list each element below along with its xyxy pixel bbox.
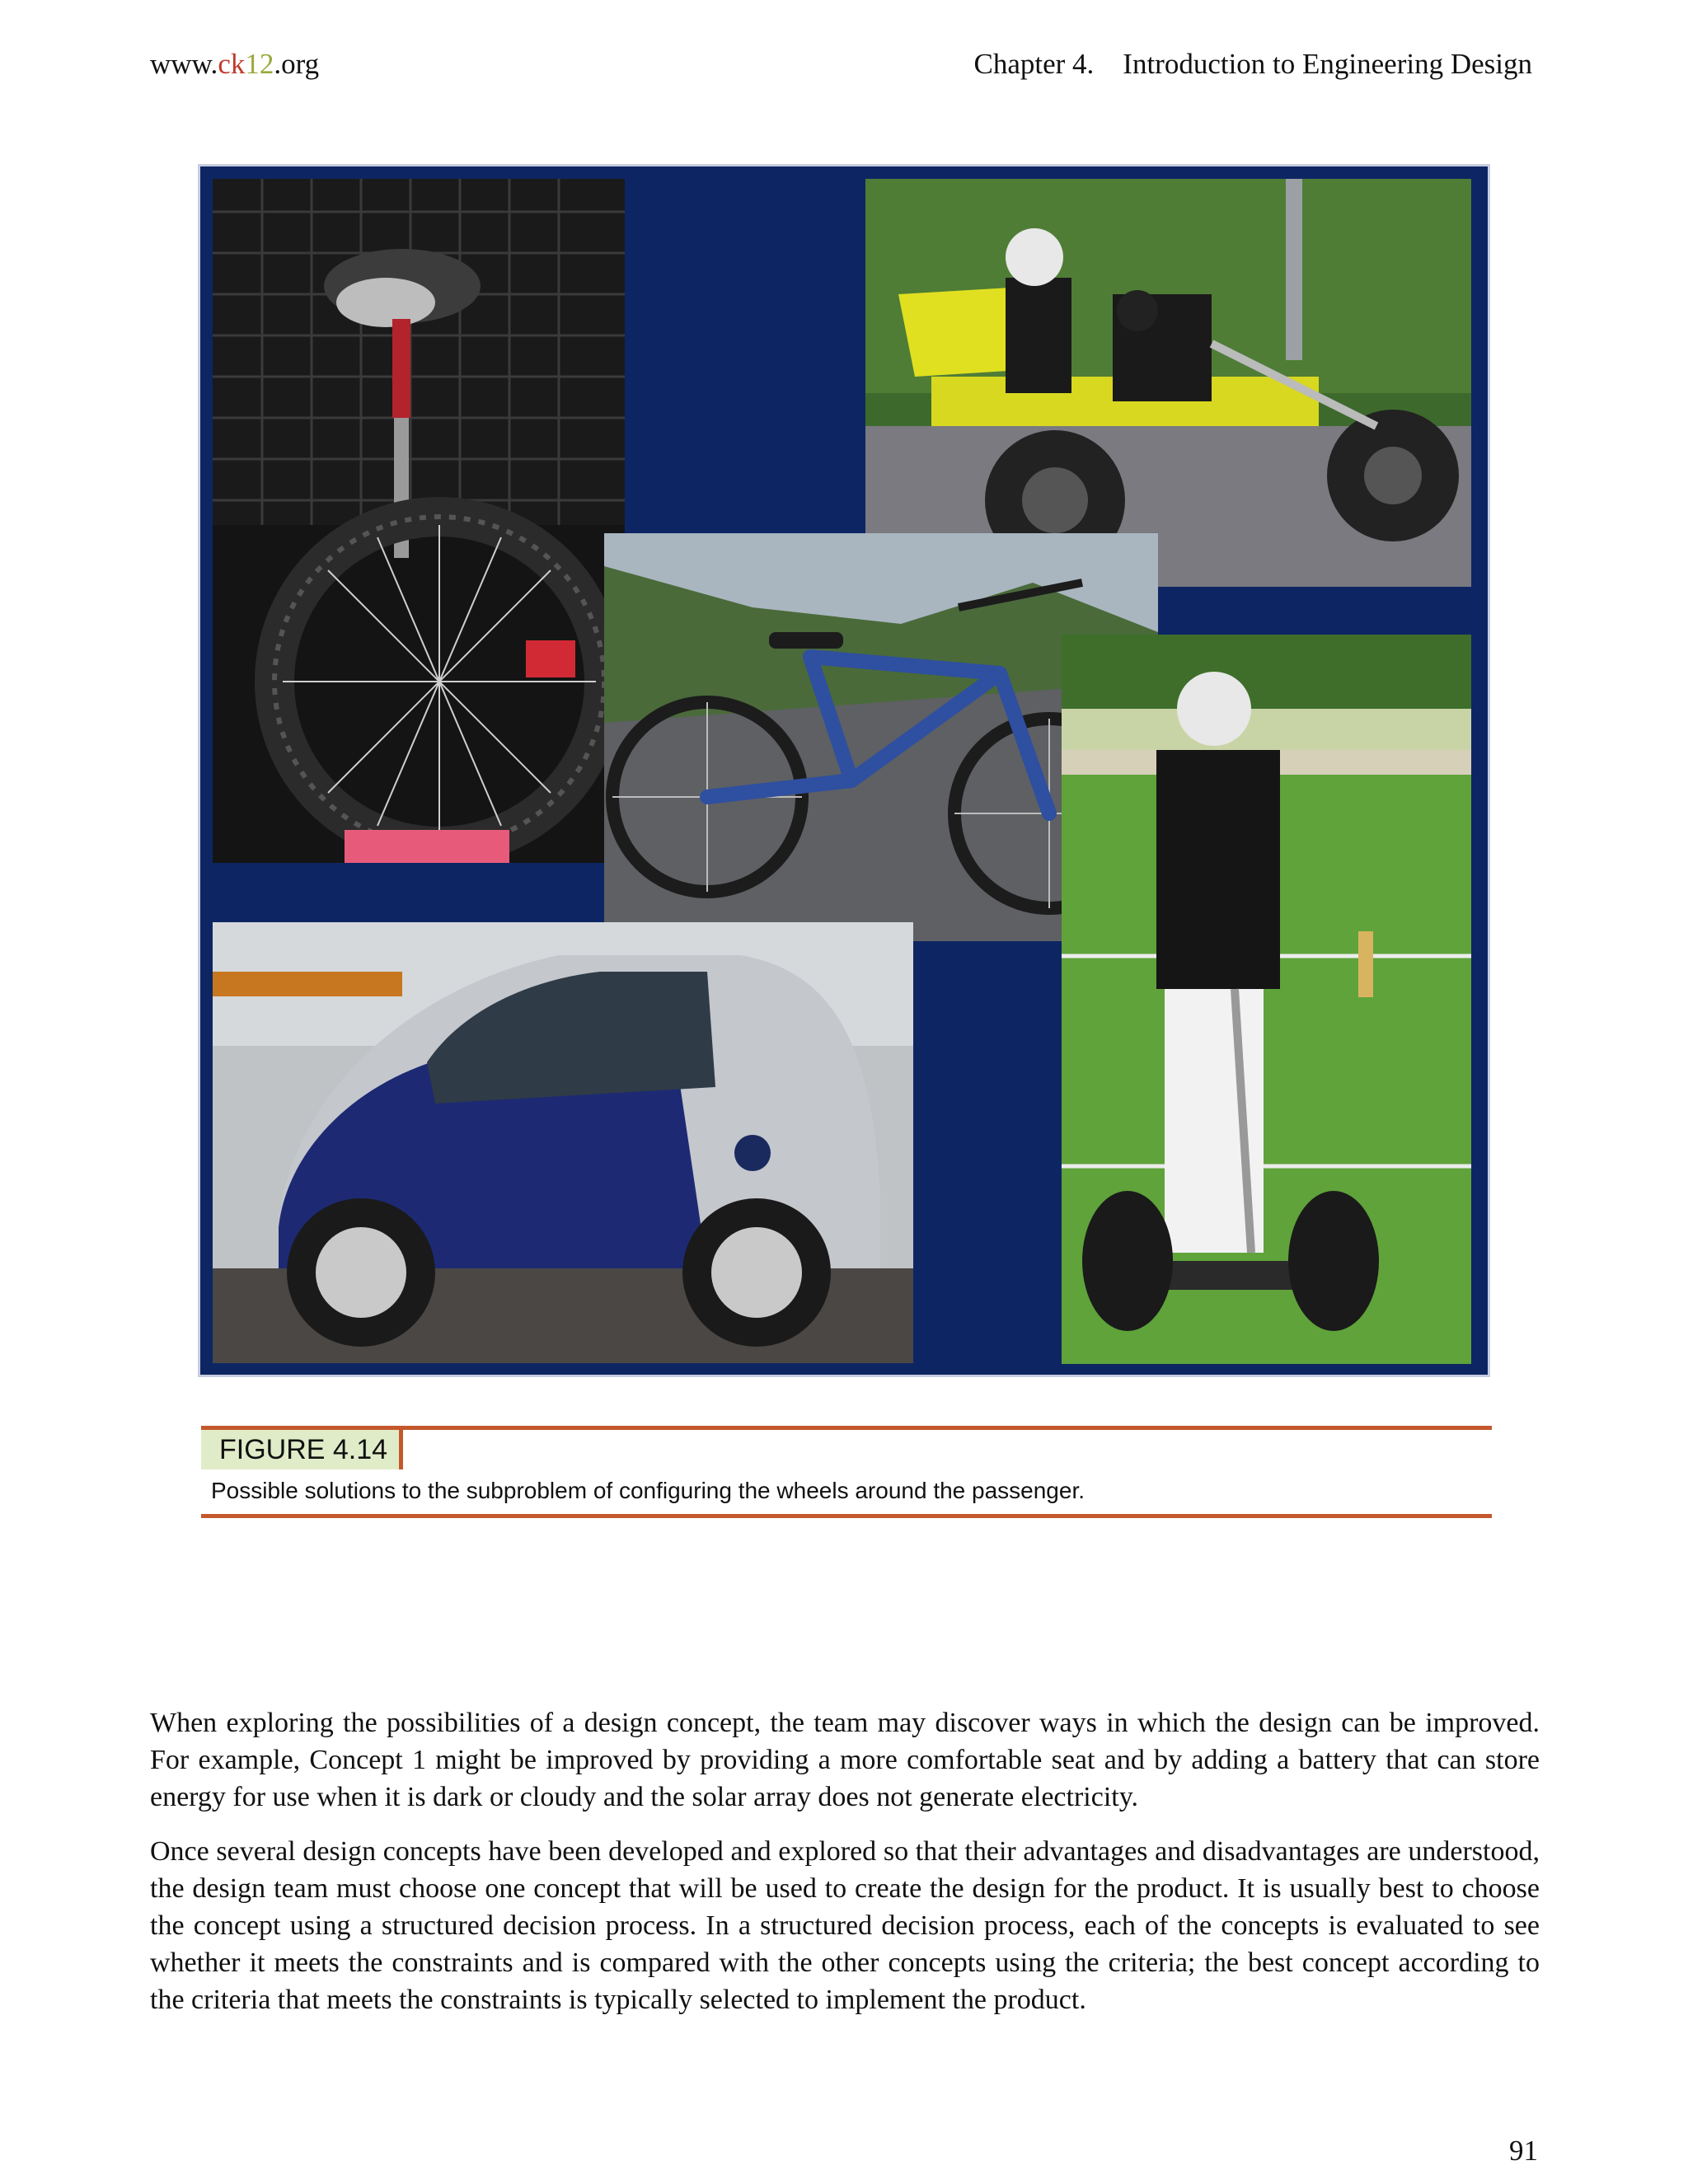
figure-caption: Possible solutions to the subproblem of configuring the wheels around the passenger. xyxy=(211,1478,1085,1503)
figure-label: FIGURE 4.14 xyxy=(201,1430,403,1469)
photo-trike-motorcycle xyxy=(865,179,1471,587)
photo-smart-car xyxy=(213,922,913,1363)
body-paragraph-1: When exploring the possibilities of a design concept, the team may discover ways in which the design can be improved. For example, Concept 1 might be improved by providing a more comfortable seat and by adding a battery that can store energy for use when it is dark or cloudy and the solar array does not generate electricity. xyxy=(150,1708,1540,1812)
figure-caption-box xyxy=(201,1426,1492,1518)
photo-unicycle xyxy=(213,179,625,863)
body-paragraph-2: Once several design concepts have been developed and explored so that their advantages and disadvantages are understood, the design team must choose one concept that will be used to create the design for the product. It is usually best to choose the concept using a structured decision process. In a structured decision process, each of the concepts is evaluated to see whether it meets the constraints and is compared with the other concepts using the criteria; the best concept according to the criteria that meets the constraints is typically selected to implement the product. xyxy=(150,1836,1540,2015)
header-site-url[interactable]: www.ck12.org xyxy=(150,48,320,80)
header-chapter-title: Chapter 4. Introduction to Engineering Design xyxy=(973,48,1532,80)
figure-collage xyxy=(198,164,1490,1377)
page-number: 91 xyxy=(1509,2135,1538,2167)
photo-segway xyxy=(1062,635,1471,1364)
